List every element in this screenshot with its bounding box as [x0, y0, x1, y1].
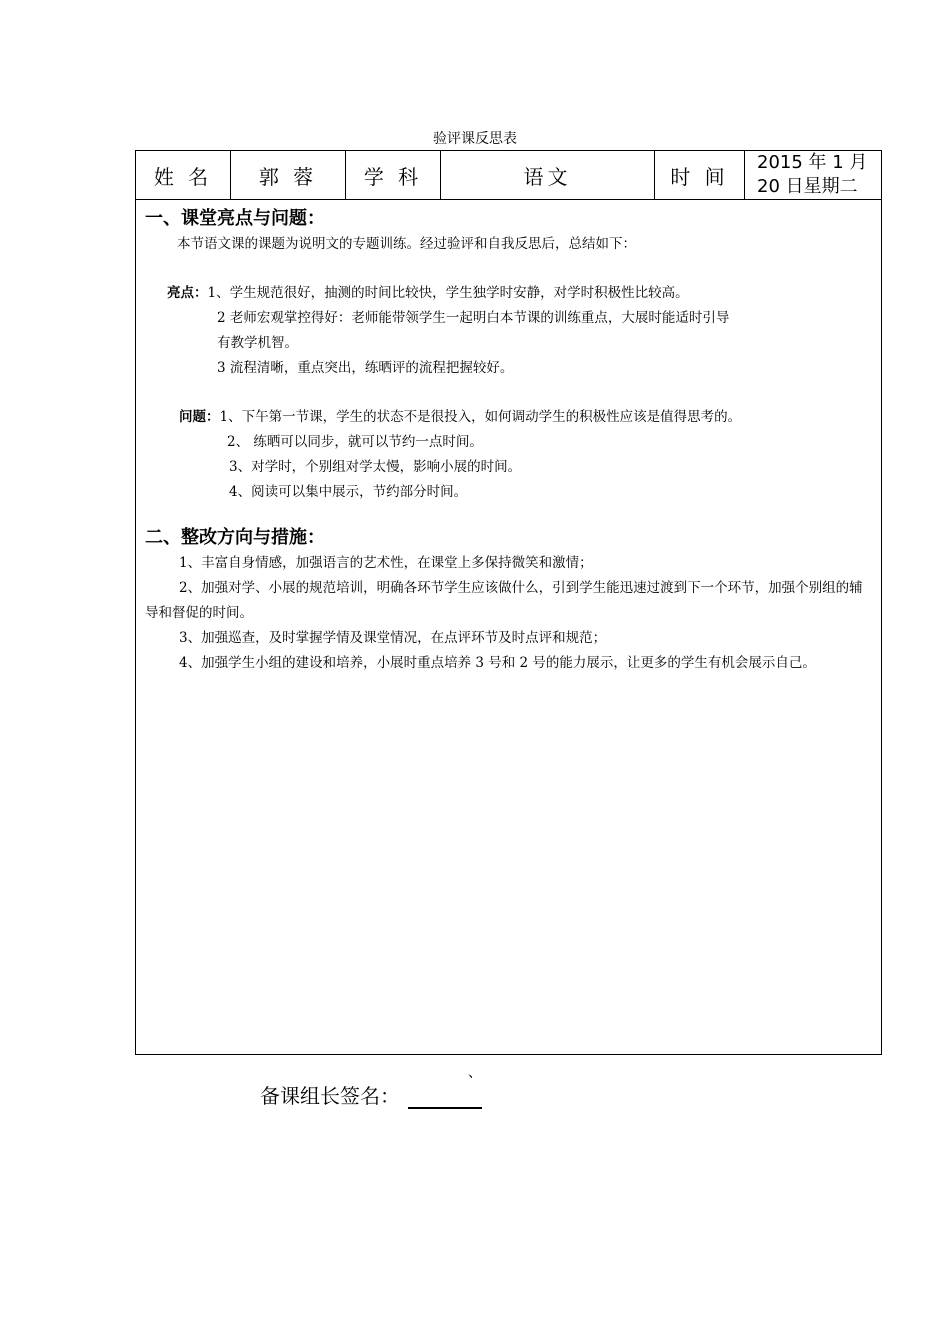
measure-item-1: 1、丰富自身情感，加强语言的艺术性，在课堂上多保持微笑和激情；: [179, 555, 593, 571]
measure-item-2: 2、加强对学、小展的规范培训，明确各环节学生应该做什么，引到学生能迅速过渡到下一个环节，加强个别组的辅导和督促的时间。: [145, 580, 863, 621]
section1-heading: 一、课堂亮点与问题：: [145, 208, 325, 229]
section2-heading: 二、整改方向与措施：: [145, 527, 325, 548]
document-title: 验评课反思表: [433, 131, 517, 147]
time-value-line1: 2015 年 1 月: [757, 152, 868, 173]
signature-label: 备课组长签名：: [260, 1084, 400, 1108]
measure-item-4: 4、加强学生小组的建设和培养，小展时重点培养 3 号和 2 号的能力展示，让更多的学生有机会展示自己。: [179, 655, 816, 671]
signature-area: [260, 1080, 482, 1109]
highlight-line-3: 有教学机智。: [217, 335, 298, 351]
subject-value: 语文: [441, 151, 655, 200]
name-label: 姓 名: [136, 151, 231, 200]
problem-line-3: 3、对学时，个别组对学太慢，影响小展的时间。: [229, 459, 522, 475]
time-label: 时 间: [655, 151, 745, 200]
reflection-body: [136, 200, 882, 1055]
highlight-text-1: 1、学生规范很好，抽测的时间比较快，学生独学时安静，对学时积极性比较高。: [207, 285, 689, 301]
name-value: 郭 蓉: [231, 151, 346, 200]
problem-line-2: 2、 练晒可以同步，就可以节约一点时间。: [227, 434, 483, 450]
highlight-line-4: 3 流程清晰，重点突出，练晒评的流程把握较好。: [217, 360, 514, 376]
problems-label: 问题：: [179, 409, 220, 425]
time-value: [745, 151, 882, 200]
signature-line[interactable]: [408, 1085, 482, 1109]
time-value-line2: 20 日星期二: [757, 176, 858, 197]
reflection-form-table: [135, 150, 882, 1055]
highlight-line-1: [145, 281, 873, 306]
stray-mark: 、: [468, 1065, 482, 1081]
header-row: [136, 151, 882, 200]
problem-line-1: [145, 405, 873, 430]
measure-item-3: 3、加强巡查，及时掌握学情及课堂情况，在点评环节及时点评和规范；: [179, 630, 607, 646]
subject-label: 学 科: [346, 151, 441, 200]
intro-text: 本节语文课的课题为说明文的专题训练。经过验评和自我反思后，总结如下：: [177, 236, 636, 252]
highlights-label: 亮点：: [167, 285, 208, 301]
problem-line-4: 4、阅读可以集中展示，节约部分时间。: [229, 484, 468, 500]
highlight-line-2: 2 老师宏观掌控得好：老师能带领学生一起明白本节课的训练重点，大展时能适时引导: [217, 310, 730, 326]
problem-text-1: 1、下午第一节课，学生的状态不是很投入，如何调动学生的积极性应该是值得思考的。: [219, 409, 742, 425]
